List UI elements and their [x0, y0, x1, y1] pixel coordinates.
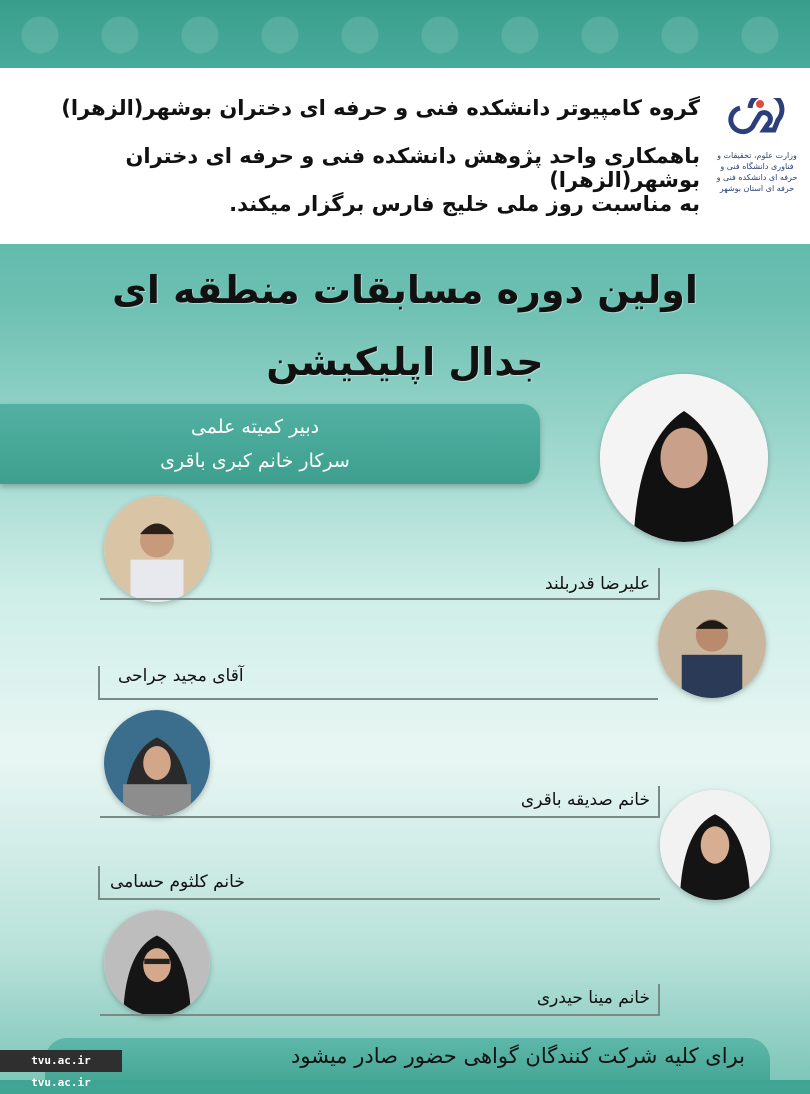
title-line-1: اولین دوره مسابقات منطقه ای	[112, 268, 698, 312]
committee-role: دبیر کمیته علمی	[190, 416, 320, 438]
logo-caption: وزارت علوم، تحقیقات و فناوری دانشگاه فنی و حرفه ای دانشکده فنی و حرفه ای استان بوشهر	[716, 151, 798, 193]
header-line-1: گروه کامپیوتر دانشکده فنی و حرفه ای دختران بوشهر(الزهرا)	[61, 96, 700, 120]
member-photo-2	[658, 590, 766, 698]
member-name-3: خانم صدیقه باقری	[520, 790, 650, 810]
member-photo-3	[104, 710, 210, 816]
committee-head-photo	[600, 374, 768, 542]
member-photo-5	[104, 910, 210, 1016]
site-watermark: tvu.ac.ir tvu.ac.ir	[0, 1050, 122, 1072]
member-photo-4	[660, 790, 770, 900]
header-line-2: باهمکاری واحد پژوهش دانشکده فنی و حرفه ای دختران بوشهر(الزهرا)	[125, 144, 700, 192]
member-name-2: آقای مجید جراحی	[118, 666, 244, 686]
title-line-2: جدال اپلیکیشن	[266, 340, 544, 384]
committee-name: سرکار خانم کبری باقری	[160, 450, 350, 472]
footer-text: برای کلیه شرکت کنندگان گواهی حضور صادر میشود	[291, 1044, 745, 1068]
member-name-5: خانم مینا حیدری	[536, 988, 650, 1008]
member-photo-1	[104, 496, 210, 602]
header-line-3: به مناسبت روز ملی خلیج فارس برگزار میکند.	[229, 192, 700, 216]
member-name-1: علیرضا قدربلند	[545, 574, 650, 594]
member-name-4: خانم کلثوم حسامی	[110, 872, 245, 892]
top-decorative-pattern	[0, 0, 810, 70]
